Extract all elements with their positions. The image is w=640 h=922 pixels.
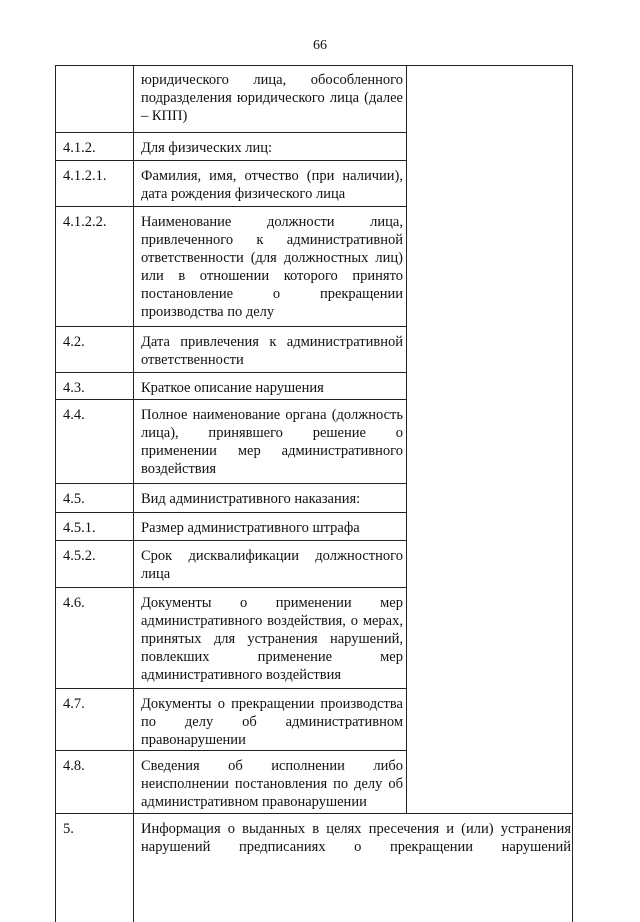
row-text: Фамилия, имя, отчество (при наличии), дата рождения физического лица: [141, 168, 403, 202]
row-text: Для физических лиц:: [141, 140, 273, 156]
page-number: 66: [313, 38, 327, 53]
row-number: 4.8.: [63, 758, 85, 774]
row-number: 4.6.: [63, 595, 85, 611]
row-text: Сведения об исполнении либо неисполнении постановления по делу об административном правонарушении: [141, 758, 403, 810]
row-number: 4.4.: [63, 407, 85, 423]
row-text: Документы о прекращении производства по делу об административном правонарушении: [141, 696, 403, 748]
row-text: юридического лица, обособленного подразделения юридического лица (далее – КПП): [141, 72, 403, 124]
row-number: 4.5.: [63, 491, 85, 507]
row-number: 4.5.2.: [63, 548, 96, 564]
row-text: Вид административного наказания:: [141, 491, 361, 507]
row-text: Дата привлечения к административной ответственности: [141, 334, 403, 368]
row-number: 4.1.2.1.: [63, 168, 107, 184]
row-text: Наименование должности лица, привлеченного к административной ответственности (для должностных лиц) или в отношении которого принято постановление о прекращении производства по делу: [141, 214, 403, 320]
row-text: Документы о применении мер административного воздействия, о мерах, принятых для устранения нарушений, повлекших применение мер административного воздействия: [141, 595, 403, 683]
row-number: 4.1.2.2.: [63, 214, 107, 230]
row-number: 4.5.1.: [63, 520, 96, 536]
row-text: Размер административного штрафа: [141, 520, 360, 536]
row-number: 4.2.: [63, 334, 85, 350]
row-text: Краткое описание нарушения: [141, 380, 324, 396]
row-number: 4.1.2.: [63, 140, 96, 156]
row-text: Информация о выданных в целях пресечения и (или) устранения нарушений предписаниях о прекращении нарушений: [141, 821, 571, 855]
row-number: 4.3.: [63, 380, 85, 396]
row-text: Срок дисквалификации должностного лица: [141, 548, 403, 582]
row-number: 4.7.: [63, 696, 85, 712]
row-number: 5.: [63, 821, 74, 837]
row-text: Полное наименование органа (должность лица), принявшего решение о применении мер административного воздействия: [141, 407, 403, 477]
